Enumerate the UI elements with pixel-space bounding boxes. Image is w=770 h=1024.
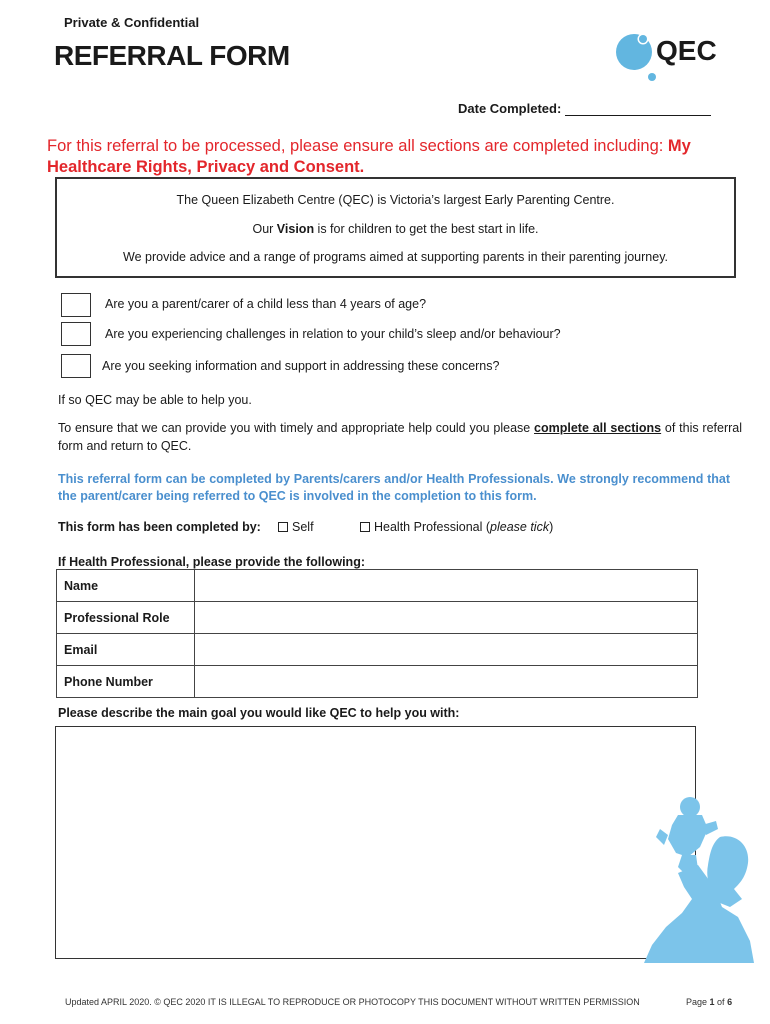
- intro-box: [55, 177, 736, 278]
- email-label: Email: [57, 634, 195, 666]
- table-row: [57, 602, 698, 634]
- intro-line-3: We provide advice and a range of programs aimed at supporting parents in their parenting journey.: [123, 250, 668, 264]
- table-row: [57, 634, 698, 666]
- date-completed-row: [458, 101, 711, 116]
- ensure-text: To ensure that we can provide you with timely and appropriate help could you please complete all sections of this referral form and return to QEC.: [58, 421, 742, 453]
- complete-all-sections-emphasis: complete all sections: [534, 421, 662, 435]
- footer-text: Updated APRIL 2020. © QEC 2020 IT IS ILLEGAL TO REPRODUCE OR PHOTOCOPY THIS DOCUMENT WITHOUT WRITTEN PERMISSION: [65, 997, 640, 1007]
- question-3-text: Are you seeking information and support in addressing these concerns?: [102, 359, 500, 373]
- health-professional-table: [56, 569, 698, 698]
- name-field[interactable]: [195, 570, 698, 602]
- page-title: REFERRAL FORM: [54, 40, 290, 71]
- professional-role-field[interactable]: [195, 602, 698, 634]
- table-row: [57, 666, 698, 698]
- notice-text: For this referral to be processed, please ensure all sections are completed including:: [47, 137, 668, 155]
- intro-line-1: The Queen Elizabeth Centre (QEC) is Victoria’s largest Early Parenting Centre.: [176, 193, 615, 207]
- self-option[interactable]: Self: [278, 520, 314, 534]
- professional-role-label: Professional Role: [57, 602, 195, 634]
- help-text: If so QEC may be able to help you.: [58, 393, 252, 407]
- question-2-text: Are you experiencing challenges in relation to your child’s sleep and/or behaviour?: [105, 327, 561, 341]
- notice-emphasis: My Healthcare Rights, Privacy and Consent.: [47, 137, 691, 176]
- page-number: Page 1 of 6: [686, 997, 733, 1007]
- recommendation-text: This referral form can be completed by Parents/carers and/or Health Professionals. We strongly recommend that the parent/carer being referred to QEC is involved in the completion to this form.: [58, 472, 730, 503]
- health-professional-option[interactable]: Health Professional (please tick): [360, 520, 553, 534]
- goal-textarea[interactable]: [55, 726, 696, 959]
- self-checkbox[interactable]: [278, 522, 288, 532]
- phone-number-label: Phone Number: [57, 666, 195, 698]
- goal-heading: Please describe the main goal you would like QEC to help you with:: [58, 706, 460, 720]
- question-3-checkbox[interactable]: [61, 354, 91, 378]
- parent-child-silhouette: [638, 795, 756, 963]
- intro-line-2: Our Vision is for children to get the best start in life.: [252, 222, 539, 236]
- question-1-checkbox[interactable]: [61, 293, 91, 317]
- phone-number-field[interactable]: [195, 666, 698, 698]
- question-2-checkbox[interactable]: [61, 322, 91, 346]
- logo-text: QEC: [656, 35, 717, 66]
- question-1-text: Are you a parent/carer of a child less than 4 years of age?: [105, 297, 427, 311]
- table-row: [57, 570, 698, 602]
- completed-by-label: This form has been completed by:: [58, 520, 261, 534]
- health-professional-heading: If Health Professional, please provide the following:: [58, 555, 365, 569]
- name-label: Name: [57, 570, 195, 602]
- date-completed-label: Date Completed:: [458, 101, 562, 116]
- completed-by-row: [58, 520, 618, 538]
- processing-notice: [47, 136, 737, 178]
- qec-logo: [612, 28, 732, 84]
- date-completed-field[interactable]: [565, 102, 711, 116]
- confidential-label: Private & Confidential: [64, 15, 200, 30]
- health-professional-checkbox[interactable]: [360, 522, 370, 532]
- email-field[interactable]: [195, 634, 698, 666]
